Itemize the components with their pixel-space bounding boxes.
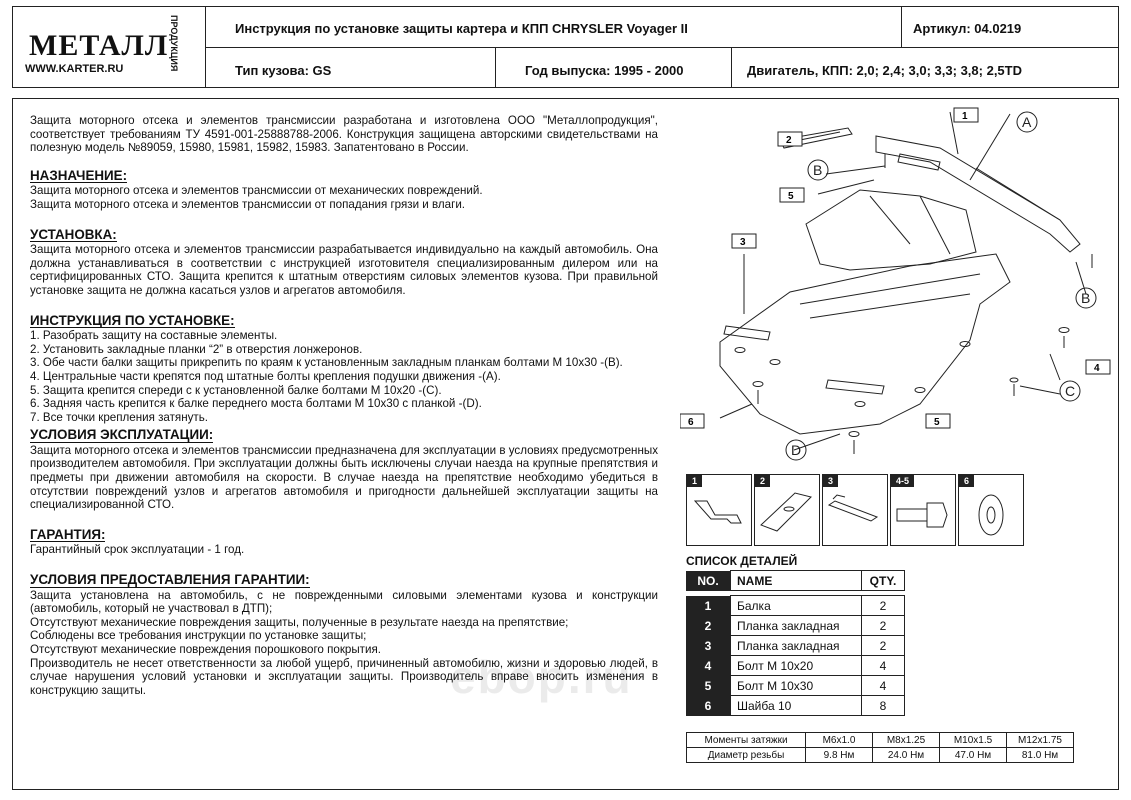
row-qty: 2 — [862, 596, 905, 616]
intro-paragraph: Защита моторного отсека и элементов трансмиссии разработана и изготовлена ООО "Металлопродукция", соответствует требованиям ТУ 4591-001-25888788-2006. Конструкция защищена авторскими свидетельствами на полезную модель №89059, 15980, 15981, 15982, 15983. Запатентовано в России. — [30, 114, 658, 155]
instruction-text — [30, 114, 658, 697]
torque-value: 47.0 Нм — [940, 748, 1007, 763]
torque-row-threads — [687, 733, 1074, 748]
step-item: 5. Защита крепится спереди с к установленной балке болтами М 10х20 -(С). — [30, 383, 442, 397]
torque-value: 9.8 Нм — [806, 748, 873, 763]
parts-table-header — [686, 571, 905, 591]
section-title-installation: УСТАНОВКА: — [30, 226, 117, 242]
parts-list-title: СПИСОК ДЕТАЛЕЙ — [686, 554, 798, 568]
col-header-name: NAME — [731, 571, 862, 591]
row-name: Шайба 10 — [731, 696, 862, 716]
row-no: 5 — [686, 676, 731, 696]
callout-1: 1 — [962, 111, 968, 122]
company-logo — [13, 7, 206, 87]
row-name: Планка закладная — [731, 616, 862, 636]
logo-text: МЕТАЛЛ — [29, 29, 169, 62]
section-line: Защита установлена на автомобиль, с не поврежденными силовыми элементами кузова и конструкции (автомобиль, который не участвовал в ДТП); — [30, 588, 658, 616]
section-line: Отсутствуют механические повреждения защиты, полученные в результате наезда на препятствие; — [30, 615, 569, 629]
thread-size: M8x1.25 — [873, 733, 940, 748]
section-title-warranty-conditions: УСЛОВИЯ ПРЕДОСТАВЛЕНИЯ ГАРАНТИИ: — [30, 572, 310, 588]
section-line: Производитель не несет ответственности за любой ущерб, причиненный автомобилю, жизни и здоровью людей, в случае нарушения условий установки и эксплуатации защиты. Производитель вправе вносить изменения в конструкцию защиты. — [30, 656, 658, 697]
row-no: 3 — [686, 636, 731, 656]
header-divider-h — [206, 47, 1118, 48]
document-title: Инструкция по установке защиты картера и КПП CHRYSLER Voyager II — [235, 21, 688, 36]
section-title-purpose: НАЗНАЧЕНИЕ: — [30, 167, 128, 183]
part-image-6 — [958, 474, 1024, 546]
row-no: 4 — [686, 656, 731, 676]
section-title-warranty: ГАРАНТИЯ: — [30, 526, 106, 542]
article-number: Артикул: 04.0219 — [913, 21, 1022, 36]
table-row — [686, 696, 905, 716]
row-qty: 4 — [862, 656, 905, 676]
torque-value: 81.0 Нм — [1007, 748, 1074, 763]
document-header — [12, 6, 1119, 88]
part-image-2 — [754, 474, 820, 546]
torque-row-values — [687, 748, 1074, 763]
letter-a: A — [1022, 114, 1032, 130]
callout-6: 6 — [688, 417, 694, 428]
section-line: Отсутствуют механические повреждения порошкового покрытия. — [30, 643, 381, 656]
part-image-3 — [822, 474, 888, 546]
thread-size: M10x1.5 — [940, 733, 1007, 748]
callout-5b: 5 — [934, 417, 940, 428]
step-item: 7. Все точки крепления затянуть. — [30, 410, 208, 424]
part-image-tag: 2 — [755, 475, 770, 487]
engine-types: Двигатель, КПП: 2,0; 2,4; 3,0; 3,3; 3,8; 2,5TD — [747, 63, 1022, 78]
header-divider-v2 — [495, 47, 496, 87]
table-row — [686, 596, 905, 616]
letter-b2: B — [1081, 290, 1091, 306]
watermark: ebop.ru — [450, 651, 633, 703]
torque-row2-label: Диаметр резьбы — [687, 748, 806, 763]
row-no: 2 — [686, 616, 731, 636]
thread-size: M12x1.75 — [1007, 733, 1074, 748]
callout-4: 4 — [1094, 363, 1100, 374]
section-title-operation: УСЛОВИЯ ЭКСПЛУАТАЦИИ: — [30, 427, 214, 443]
col-header-qty: QTY. — [862, 571, 905, 591]
col-header-no: NO. — [686, 571, 731, 591]
row-qty: 2 — [862, 616, 905, 636]
thread-size: M6x1.0 — [806, 733, 873, 748]
row-name: Планка закладная — [731, 636, 862, 656]
section-line: Гарантийный срок эксплуатации - 1 год. — [30, 543, 245, 557]
step-item: 6. Задняя часть крепится к балке переднего моста болтами М 10х30 с планкой -(D). — [30, 397, 482, 411]
callout-5a: 5 — [788, 191, 794, 202]
body-type: Тип кузова: GS — [235, 63, 332, 78]
section-line: Защита моторного отсека и элементов трансмиссии разрабатывается индивидуально на каждый автомобиль. Она должна устанавливаться в соответствии с инструкцией изготовителя специализированным дилером или на сертифицированных СТО. Защита крепится к штатным отверстиям силовых элементов кузова. При правильной установке защита не должна касаться узлов и агрегатов автомобиля. — [30, 243, 658, 297]
header-divider-v3 — [731, 47, 732, 87]
callout-3: 3 — [740, 237, 746, 248]
row-name: Балка — [731, 596, 862, 616]
part-image-1 — [686, 474, 752, 546]
row-qty: 4 — [862, 676, 905, 696]
letter-d: D — [791, 442, 802, 458]
logo-url: WWW.KARTER.RU — [25, 63, 124, 75]
table-row — [686, 636, 905, 656]
row-no: 1 — [686, 596, 731, 616]
letter-b1: B — [813, 162, 823, 178]
torque-value: 24.0 Нм — [873, 748, 940, 763]
section-line: Защита моторного отсека и элементов трансмиссии от попадания грязи и влаги. — [30, 197, 466, 211]
torque-table — [686, 732, 1074, 763]
parts-table — [686, 570, 905, 716]
callout-2: 2 — [786, 135, 792, 146]
part-image-tag: 4-5 — [891, 475, 914, 487]
step-item: 2. Установить закладные планки “2” в отверстия лонжеронов. — [30, 342, 363, 356]
header-divider-v1 — [901, 7, 902, 47]
part-image-tag: 6 — [959, 475, 974, 487]
table-row — [686, 616, 905, 636]
row-name: Болт М 10х30 — [731, 676, 862, 696]
row-no: 6 — [686, 696, 731, 716]
step-item: 4. Центральные части крепятся под штатные болты крепления подушки движения -(А). — [30, 369, 501, 383]
assembly-drawing — [680, 104, 1120, 464]
part-image-tag: 1 — [687, 475, 702, 487]
section-line: Соблюдены все требования инструкции по установке защиты; — [30, 629, 367, 643]
table-row — [686, 676, 905, 696]
step-item: 3. Обе части балки защиты прикрепить по краям к установленным закладным планкам болтами М 10х30 -(В). — [30, 356, 623, 370]
section-title-instructions: ИНСТРУКЦИЯ ПО УСТАНОВКЕ: — [30, 312, 235, 328]
production-years: Год выпуска: 1995 - 2000 — [525, 63, 684, 78]
row-name: Болт М 10х20 — [731, 656, 862, 676]
part-images-strip — [686, 474, 1096, 546]
torque-row1-label: Моменты затяжки — [687, 733, 806, 748]
section-line: Защита моторного отсека и элементов трансмиссии от механических повреждений. — [30, 184, 483, 198]
table-row — [686, 656, 905, 676]
part-image-4-5 — [890, 474, 956, 546]
logo-side-text: ПРОДУКЦИЯ — [169, 15, 179, 72]
section-line: Защита моторного отсека и элементов трансмиссии предназначена для эксплуатации в условиях предусмотренных производителем автомобиля. При эксплуатации должны быть исключены случаи наезда на крупные препятствия и предметы при движении автомобиля на скорости. В случае наезда на препятствие необходимо убедиться в отсутствии повреждений узлов и агрегатов автомобиля и пригодности дальнейшей эксплуатации защиты на специализированной СТО. — [30, 443, 658, 512]
row-qty: 8 — [862, 696, 905, 716]
part-image-tag: 3 — [823, 475, 838, 487]
letter-c: C — [1065, 383, 1076, 399]
row-qty: 2 — [862, 636, 905, 656]
step-item: 1. Разобрать защиту на составные элементы. — [30, 329, 278, 343]
